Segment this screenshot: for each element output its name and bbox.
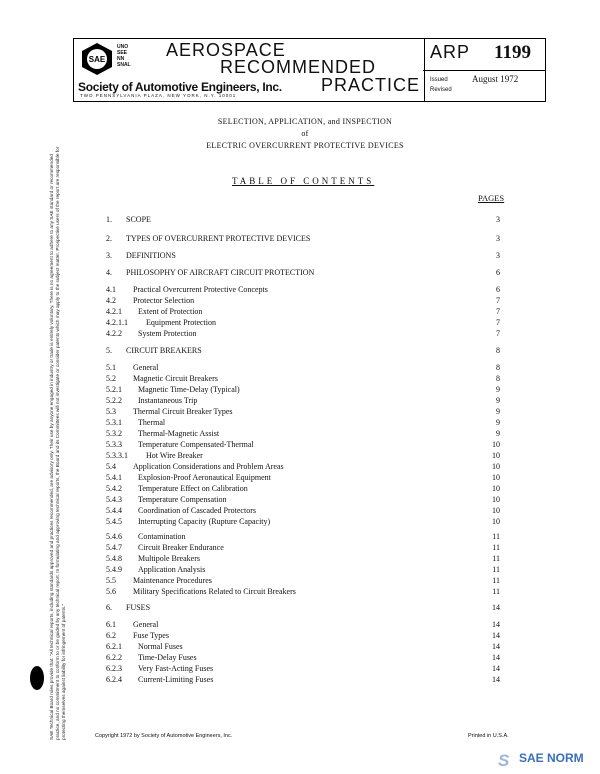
toc-entry-page: 14 [492, 642, 500, 651]
toc-entry-title: CIRCUIT BREAKERS [126, 346, 202, 355]
toc-entry-page: 14 [492, 620, 500, 629]
toc-entry-title: Application Considerations and Problem Areas [133, 462, 284, 471]
toc-entry-page: 9 [496, 407, 500, 416]
toc-entry [0, 345, 600, 356]
toc-entry-title: Interrupting Capacity (Rupture Capacity) [138, 517, 271, 526]
toc-entry-title: FUSES [126, 603, 151, 612]
toc-entry-number: 4.2 [106, 296, 116, 305]
toc-entry-title: Normal Fuses [138, 642, 183, 651]
toc-entry-page: 6 [496, 285, 500, 294]
toc-entry-page: 14 [492, 631, 500, 640]
toc-entry [0, 417, 600, 428]
toc-entry [0, 652, 600, 663]
toc-entry-number: 1. [106, 215, 112, 224]
toc-entry [0, 362, 600, 373]
toc-entry-page: 11 [492, 543, 500, 552]
legal-side-note: SAE Technical Board rules provide that: "All technical reports, including standards approved and practices recommended, are advisory only. Their use by anyone engaged in industry or trade is entirely voluntary. There is no agreement to adhere to any SAE standard or recommended practice, and no commitment to conform to or be guided by any technical report. In formulating and approving technical reports, the Board and its Committees will not investigate or consider patents which may apply to the subject matter. Prospective users of the report are responsible for protecting themselves against liability for infringement of patents." [49, 146, 66, 740]
toc-entry-number: 5.4.2 [106, 484, 122, 493]
toc-entry-title: Hot Wire Breaker [146, 451, 203, 460]
society-address: TWO PENNSYLVANIA PLAZA, NEW YORK, N.Y. 10001 [80, 93, 237, 98]
toc-entry [0, 575, 600, 586]
toc-entry-page: 11 [492, 554, 500, 563]
toc-entry-number: 5.3.2 [106, 429, 122, 438]
toc-entry-page: 3 [496, 234, 500, 243]
toc-entry-page: 11 [492, 565, 500, 574]
toc-entry [0, 472, 600, 483]
toc-entry-title: Practical Overcurrent Protective Concepts [133, 285, 268, 294]
toc-entry-number: 6.2.1 [106, 642, 122, 651]
toc-entry [0, 630, 600, 641]
document-title: SELECTION, APPLICATION, and INSPECTION of ELECTRIC OVERCURRENT PROTECTIVE DEVICES [206, 117, 404, 150]
toc-entry-title: General [133, 363, 159, 372]
toc-entry-title: Extent of Protection [138, 307, 203, 316]
toc-entry-page: 10 [492, 462, 500, 471]
toc-entry-number: 4.2.2 [106, 329, 122, 338]
toc-entry [0, 233, 600, 244]
toc-entry-title: DEFINITIONS [126, 251, 176, 260]
toc-entry-title: Thermal [138, 418, 166, 427]
toc-entry-title: Contamination [138, 532, 186, 541]
toc-entry-number: 5.3.1 [106, 418, 122, 427]
toc-entry [0, 373, 600, 384]
toc-entry-page: 7 [496, 329, 500, 338]
toc-entry-number: 5.4 [106, 462, 116, 471]
toc-entry [0, 483, 600, 494]
svg-text:S: S [498, 751, 510, 770]
toc-entry-page: 7 [496, 296, 500, 305]
binding-hole-mark [30, 666, 44, 690]
issued-date: August 1972 [472, 74, 519, 84]
toc-entry-title: Thermal Circuit Breaker Types [133, 407, 233, 416]
header-practice: PRACTICE [321, 75, 421, 95]
toc-entry-title: Magnetic Time-Delay (Typical) [138, 385, 240, 394]
toc-entry [0, 531, 600, 542]
toc-entry-title: Explosion-Proof Aeronautical Equipment [138, 473, 271, 482]
toc-entry-title: Temperature Effect on Calibration [138, 484, 248, 493]
toc-entry [0, 663, 600, 674]
toc-entry-page: 9 [496, 418, 500, 427]
toc-entry [0, 267, 600, 278]
toc-entry-number: 5.4.7 [106, 543, 122, 552]
toc-entry-title: Very Fast-Acting Fuses [138, 664, 214, 673]
toc-entry [0, 602, 600, 613]
toc-entry-page: 11 [492, 532, 500, 541]
toc-entry-number: 5.4.3 [106, 495, 122, 504]
toc-entry-number: 5.1 [106, 363, 116, 372]
toc-entry-number: 5.4.9 [106, 565, 122, 574]
sae-logo-icon [80, 42, 114, 76]
toc-entry-title: Protector Selection [133, 296, 195, 305]
toc-entry [0, 214, 600, 225]
pages-heading: PAGES [478, 193, 505, 203]
toc-entry-title: System Protection [138, 329, 197, 338]
toc-entry [0, 439, 600, 450]
toc-entry-title: Application Analysis [138, 565, 206, 574]
toc-entry [0, 328, 600, 339]
toc-entry-title: Multipole Breakers [138, 554, 200, 563]
toc-entry-page: 10 [492, 495, 500, 504]
toc-entry-title: Thermal-Magnetic Assist [138, 429, 220, 438]
logo-caption: UNO SEE NN SNAL [117, 44, 131, 68]
toc-entry-title: Coordination of Cascaded Protectors [138, 506, 256, 515]
toc-entry [0, 641, 600, 652]
toc-entry-page: 14 [492, 653, 500, 662]
toc-entry-number: 5.4.1 [106, 473, 122, 482]
toc-entry-title: General [133, 620, 159, 629]
toc-entry-number: 5.3 [106, 407, 116, 416]
toc-entry-title: SCOPE [126, 215, 151, 224]
toc-entry-number: 6.2.3 [106, 664, 122, 673]
toc-entry-title: Fuse Types [133, 631, 169, 640]
toc-entry-page: 10 [492, 451, 500, 460]
toc-entry-number: 5.2.2 [106, 396, 122, 405]
toc-entry-page: 10 [492, 484, 500, 493]
toc-entry-page: 8 [496, 346, 500, 355]
toc-entry [0, 395, 600, 406]
toc-entry [0, 384, 600, 395]
toc-entry-title: Magnetic Circuit Breakers [133, 374, 218, 383]
toc-entry [0, 406, 600, 417]
footer-copyright: Copyright 1972 by Society of Automotive Engineers, Inc. [95, 733, 233, 739]
toc-entry-number: 3. [106, 251, 112, 260]
toc-entry-number: 5.4.8 [106, 554, 122, 563]
arp-number: 1199 [494, 42, 531, 63]
toc-entry-number: 6.2 [106, 631, 116, 640]
toc-entry-page: 6 [496, 268, 500, 277]
toc-entry [0, 450, 600, 461]
arp-divider [423, 70, 545, 71]
toc-entry-page: 8 [496, 374, 500, 383]
toc-entry [0, 553, 600, 564]
toc-entry-number: 5.4.4 [106, 506, 122, 515]
toc-entry [0, 295, 600, 306]
toc-entry-page: 7 [496, 318, 500, 327]
toc-entry [0, 317, 600, 328]
toc-entry [0, 586, 600, 597]
toc-entry-number: 5.6 [106, 587, 116, 596]
toc-entry-number: 6.1 [106, 620, 116, 629]
footer-printed: Printed in U.S.A. [468, 733, 509, 739]
toc-entry-page: 11 [492, 576, 500, 585]
toc-entry-title: TYPES OF OVERCURRENT PROTECTIVE DEVICES [126, 234, 311, 243]
toc-entry-title: Maintenance Procedures [133, 576, 212, 585]
toc-entry-number: 5.3.3.1 [106, 451, 128, 460]
toc-entry-number: 5.5 [106, 576, 116, 585]
toc-entry-number: 6.2.2 [106, 653, 122, 662]
toc-entry-page: 7 [496, 307, 500, 316]
revised-label: Revised [430, 87, 452, 93]
toc-entry-title: Current-Limiting Fuses [138, 675, 214, 684]
watermark-text: SAE NORM [519, 751, 584, 765]
toc-entry-number: 4. [106, 268, 112, 277]
toc-entry-page: 14 [492, 603, 500, 612]
arp-label: ARP [430, 42, 471, 62]
toc-entry [0, 306, 600, 317]
toc-entry-title: Time-Delay Fuses [138, 653, 197, 662]
header-recommended: RECOMMENDED [220, 57, 377, 77]
issued-label: Issued [430, 77, 448, 83]
toc-entry [0, 619, 600, 630]
toc-entry-title: Instantaneous Trip [138, 396, 198, 405]
toc-entry [0, 461, 600, 472]
svg-text:SAE: SAE [88, 55, 106, 64]
toc-entry [0, 250, 600, 261]
toc-entry-page: 8 [496, 363, 500, 372]
toc-entry-number: 5. [106, 346, 112, 355]
toc-entry-number: 4.2.1.1 [106, 318, 128, 327]
toc-entry-number: 5.4.5 [106, 517, 122, 526]
toc-entry [0, 564, 600, 575]
toc-heading: TABLE OF CONTENTS [232, 176, 375, 186]
toc-entry-page: 9 [496, 385, 500, 394]
toc-entry [0, 428, 600, 439]
toc-entry-page: 10 [492, 517, 500, 526]
header-aerospace: AEROSPACE [166, 40, 286, 60]
toc-entry-number: 4.1 [106, 285, 116, 294]
toc-entry-page: 10 [492, 473, 500, 482]
toc-entry-number: 6.2.4 [106, 675, 122, 684]
toc-entry [0, 505, 600, 516]
toc-entry-page: 10 [492, 440, 500, 449]
toc-entry-page: 9 [496, 429, 500, 438]
toc-entry-number: 5.3.3 [106, 440, 122, 449]
toc-entry-title: Circuit Breaker Endurance [138, 543, 224, 552]
toc-entry-page: 14 [492, 664, 500, 673]
toc-entry-title: PHILOSOPHY OF AIRCRAFT CIRCUIT PROTECTION [126, 268, 315, 277]
toc-entry-number: 2. [106, 234, 112, 243]
toc-entry-number: 4.2.1 [106, 307, 122, 316]
toc-entry [0, 284, 600, 295]
toc-entry-page: 3 [496, 251, 500, 260]
toc-entry-number: 5.2 [106, 374, 116, 383]
toc-entry-page: 11 [492, 587, 500, 596]
toc-entry-page: 14 [492, 675, 500, 684]
toc-entry-title: Equipment Protection [146, 318, 216, 327]
toc-entry-title: Temperature Compensation [138, 495, 227, 504]
toc-entry [0, 516, 600, 527]
toc-entry [0, 674, 600, 685]
society-name: Society of Automotive Engineers, Inc. [78, 80, 282, 94]
toc-entry-page: 3 [496, 215, 500, 224]
toc-entry-number: 5.4.6 [106, 532, 122, 541]
toc-entry-number: 6. [106, 603, 112, 612]
toc-entry [0, 542, 600, 553]
toc-entry [0, 494, 600, 505]
toc-entry-page: 10 [492, 506, 500, 515]
toc-entry-page: 9 [496, 396, 500, 405]
toc-entry-title: Military Specifications Related to Circuit Breakers [133, 587, 296, 596]
toc-entry-number: 5.2.1 [106, 385, 122, 394]
toc-entry-title: Temperature Compensated-Thermal [138, 440, 254, 449]
